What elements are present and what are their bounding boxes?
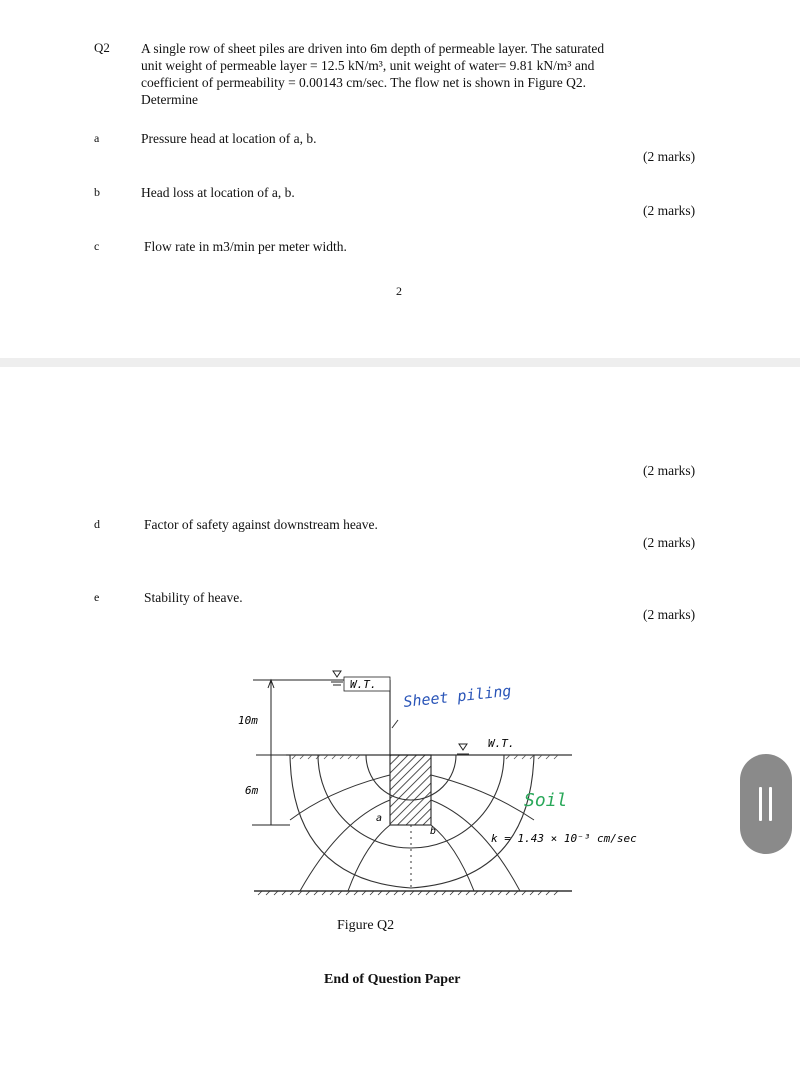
wt-downstream-label: W.T. (488, 737, 515, 750)
dim-6m-label: 6m (245, 784, 259, 797)
impermeable-layer (254, 891, 572, 895)
page-number: 2 (396, 284, 402, 298)
part-a-marks: (2 marks) (643, 149, 696, 164)
pause-icon (759, 787, 762, 821)
wt-upstream-icon (331, 671, 343, 685)
part-c-label: c (94, 239, 100, 253)
wt-upstream-label: W.T. (350, 678, 377, 691)
pause-handle-button[interactable] (740, 754, 792, 854)
soil-annotation: Soil (524, 790, 568, 811)
point-a-label: a (376, 813, 383, 824)
intro-line: unit weight of permeable layer = 12.5 kN/m³, unit weight of water= 9.81 kN/m³ and (141, 58, 595, 73)
dim-10m-label: 10m (238, 714, 258, 727)
intro-line: A single row of sheet piles are driven into 6m depth of permeable layer. The saturated (141, 41, 605, 56)
part-c-marks: (2 marks) (643, 463, 696, 478)
annotation-pointer (392, 720, 398, 728)
equipotential-line (431, 800, 520, 891)
part-e-marks: (2 marks) (643, 607, 696, 622)
part-a-label: a (94, 131, 100, 145)
intro-line: coefficient of permeability = 0.00143 cm/sec. The flow net is shown in Figure Q2. (141, 75, 587, 90)
sheet-pile (390, 755, 431, 825)
end-of-paper: End of Question Paper (324, 972, 461, 987)
pause-icon (769, 787, 772, 821)
wt-downstream-icon (457, 744, 469, 754)
equipotential-line (431, 775, 534, 820)
permeability-label: k = 1.43 × 10⁻³ cm/sec (491, 832, 637, 845)
sheet-piling-annotation: Sheet piling (402, 681, 513, 711)
part-a-text: Pressure head at location of a, b. (141, 131, 317, 146)
figure-caption: Figure Q2 (337, 918, 395, 933)
part-b-marks: (2 marks) (643, 203, 696, 218)
part-b-label: b (94, 185, 100, 199)
part-d-label: d (94, 517, 100, 531)
dimension-line (252, 680, 290, 825)
part-c-text: Flow rate in m3/min per meter width. (144, 239, 347, 254)
part-d-marks: (2 marks) (643, 535, 696, 550)
part-d-text: Factor of safety against downstream heave. (144, 517, 378, 532)
equipotential-line (348, 825, 390, 891)
question-number: Q2 (94, 40, 110, 55)
intro-line: Determine (141, 92, 198, 107)
point-b-label: b (430, 826, 437, 837)
part-e-text: Stability of heave. (144, 590, 243, 605)
part-e-label: e (94, 590, 100, 604)
part-b-text: Head loss at location of a, b. (141, 185, 295, 200)
